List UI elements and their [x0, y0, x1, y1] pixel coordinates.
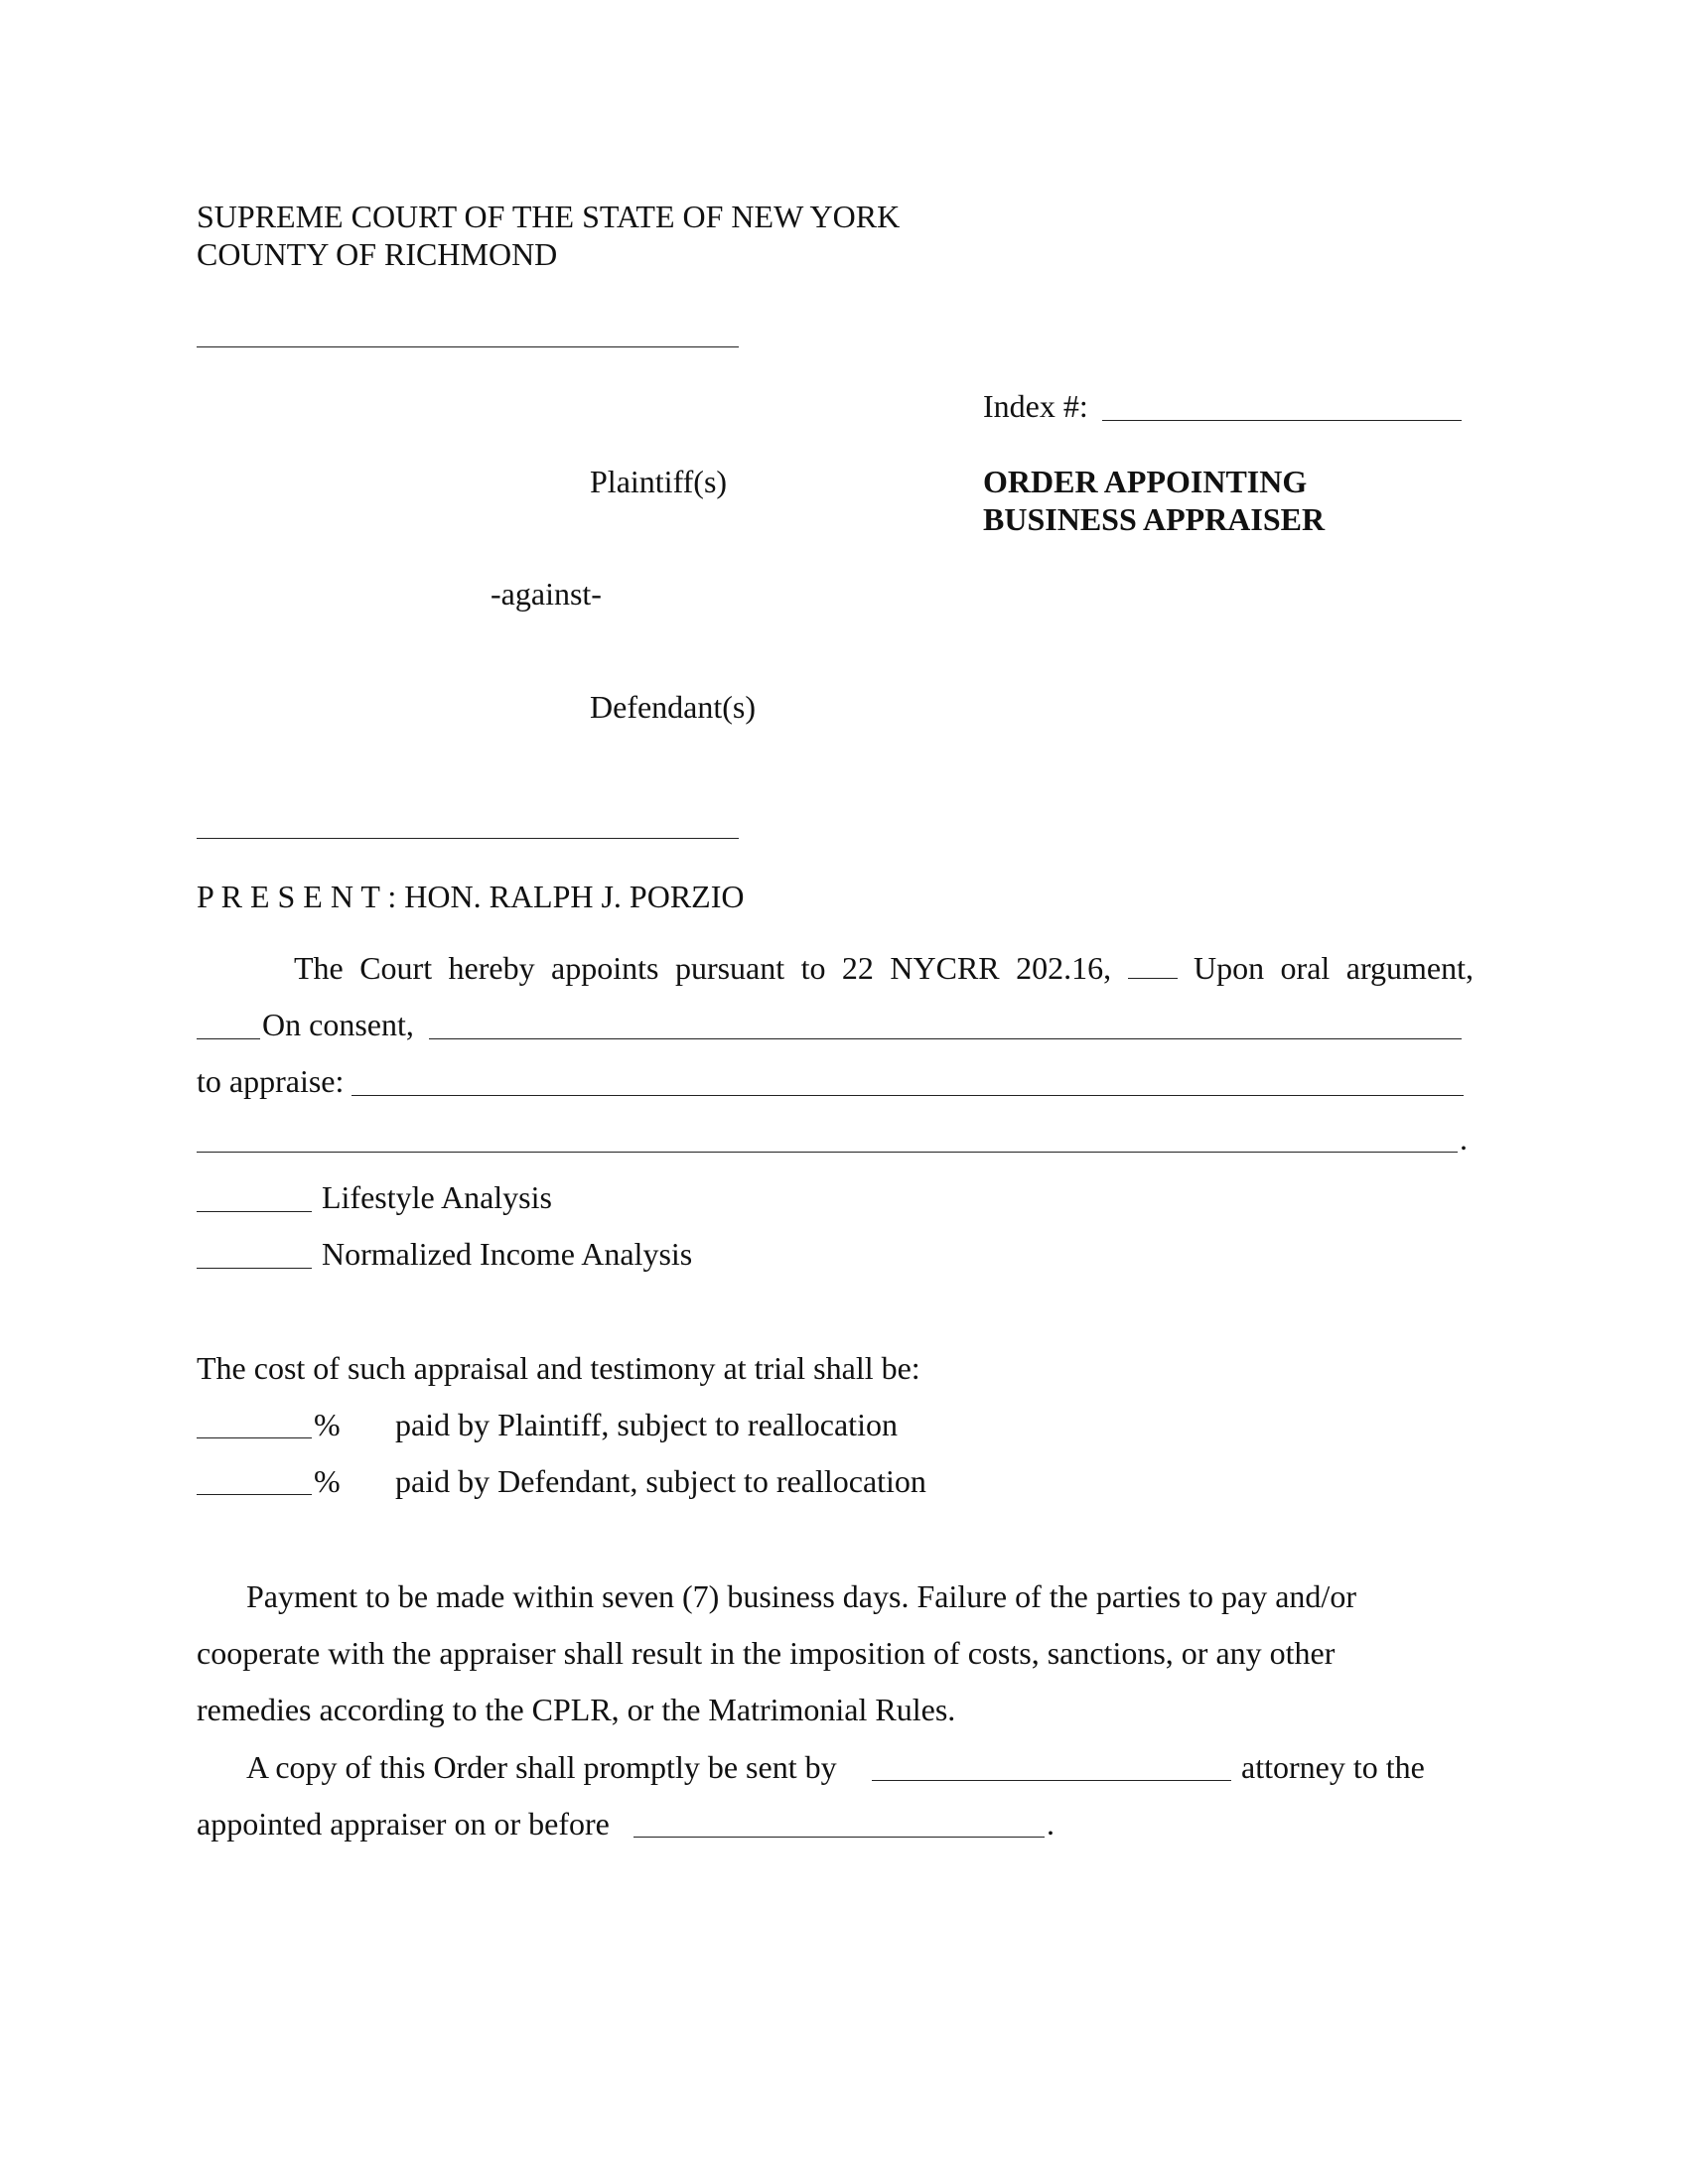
payment-line-2: cooperate with the appraiser shall result in the imposition of costs, sanctions, or any other [197, 1635, 1336, 1671]
index-number-field[interactable] [1102, 420, 1462, 421]
defendant-cost-text: paid by Defendant, subject to reallocation [395, 1463, 926, 1499]
appraise-period: . [1460, 1121, 1468, 1157]
order-title-line-1: ORDER APPOINTING [983, 464, 1308, 499]
on-consent-checkbox-blank[interactable] [197, 1038, 260, 1039]
plaintiff-percent-sign: % [314, 1407, 341, 1442]
appointment-line-1 [294, 952, 1474, 984]
payment-line-3: remedies according to the CPLR, or the Matrimonial Rules. [197, 1692, 956, 1727]
appraise-subject-field-2[interactable] [197, 1152, 1458, 1153]
present-judge: P R E S E N T : HON. RALPH J. PORZIO [197, 879, 745, 914]
lifestyle-analysis-label: Lifestyle Analysis [322, 1179, 552, 1215]
cost-intro: The cost of such appraisal and testimony at trial shall be: [197, 1350, 920, 1386]
defendant-percent-field[interactable] [197, 1494, 312, 1495]
payment-line-1: Payment to be made within seven (7) business days. Failure of the parties to pay and/or [246, 1578, 1356, 1614]
copy-period: . [1047, 1806, 1055, 1842]
copy-line-1-intro: A copy of this Order shall promptly be sent by [246, 1749, 837, 1785]
to-appraise-label: to appraise: [197, 1063, 345, 1099]
oral-argument-label: Upon oral argument, [1193, 950, 1475, 986]
copy-line-1-end: attorney to the [1241, 1749, 1425, 1785]
caption-top-rule [197, 346, 739, 347]
copy-line-2-intro: appointed appraiser on or before [197, 1806, 610, 1842]
plaintiff-label: Plaintiff(s) [590, 464, 728, 499]
appointment-intro: The Court hereby appoints pursuant to 22 NYCRR 202.16, [294, 950, 1112, 986]
defendant-label: Defendant(s) [590, 689, 757, 725]
deadline-date-field[interactable] [633, 1837, 1045, 1838]
sending-attorney-field[interactable] [872, 1780, 1231, 1781]
oral-argument-checkbox-blank[interactable] [1128, 952, 1178, 979]
defendant-percent-sign: % [314, 1463, 341, 1499]
normalized-income-label: Normalized Income Analysis [322, 1236, 693, 1272]
lifestyle-analysis-blank[interactable] [197, 1211, 312, 1212]
normalized-income-blank[interactable] [197, 1268, 312, 1269]
against-label: -against- [491, 576, 602, 612]
appraise-subject-field-1[interactable] [352, 1095, 1464, 1096]
appraiser-name-field[interactable] [429, 1038, 1462, 1039]
court-name: SUPREME COURT OF THE STATE OF NEW YORK [197, 199, 901, 234]
plaintiff-cost-text: paid by Plaintiff, subject to reallocation [395, 1407, 898, 1442]
on-consent-label: On consent, [262, 1007, 414, 1042]
plaintiff-percent-field[interactable] [197, 1437, 312, 1438]
index-label: Index #: [983, 388, 1088, 424]
order-title-line-2: BUSINESS APPRAISER [983, 501, 1326, 537]
caption-bottom-rule [197, 838, 739, 839]
county-name: COUNTY OF RICHMOND [197, 236, 558, 272]
